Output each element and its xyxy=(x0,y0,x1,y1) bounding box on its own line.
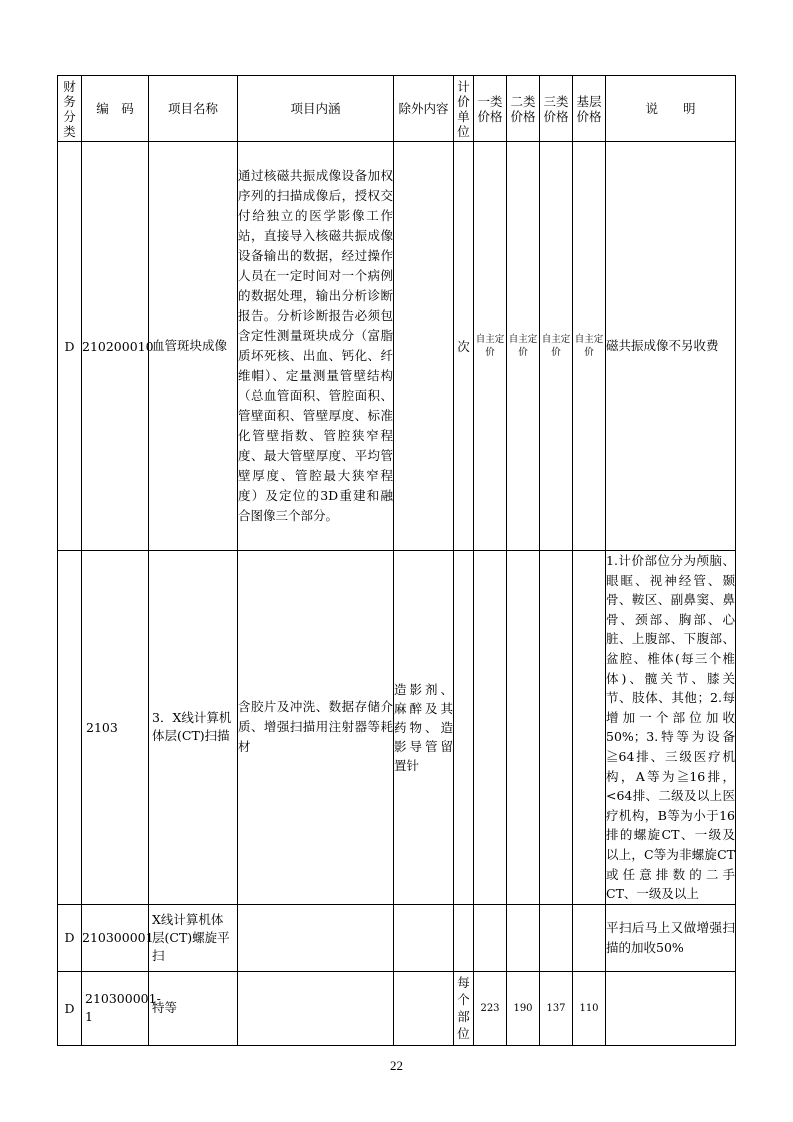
cell-name: X线计算机体层(CT)螺旋平扫 xyxy=(149,904,238,971)
cell-unit: 每个部位 xyxy=(454,971,474,1045)
cell-price1 xyxy=(474,551,507,905)
table-row xyxy=(58,142,736,551)
cell-price2 xyxy=(507,904,540,971)
header-price1: 一类价格 xyxy=(474,76,507,142)
cell-price2: 190 xyxy=(507,971,540,1045)
cell-name: 特等 xyxy=(149,971,238,1045)
cell-exclusions xyxy=(394,904,454,971)
cell-category xyxy=(58,551,82,905)
cell-content: 含胶片及冲洗、数据存储介质、增强扫描用注射器等耗材 xyxy=(238,551,394,905)
cell-code: 210300001-1 xyxy=(82,971,149,1045)
header-category: 财务分类 xyxy=(58,76,82,142)
cell-price-base: 110 xyxy=(573,971,606,1045)
cell-price3 xyxy=(540,904,573,971)
header-content: 项目内涵 xyxy=(238,76,394,142)
header-row xyxy=(58,76,736,142)
header-name: 项目名称 xyxy=(149,76,238,142)
cell-notes: 平扫后马上又做增强扫描的加收50% xyxy=(606,904,736,971)
cell-unit xyxy=(454,904,474,971)
cell-exclusions xyxy=(394,142,454,551)
cell-exclusions xyxy=(394,971,454,1045)
cell-category: D xyxy=(58,971,82,1045)
cell-code: 2103 xyxy=(82,551,149,905)
cell-exclusions: 造影剂、麻醉及其药物、造影导管留置针 xyxy=(394,551,454,905)
cell-code: 210300001 xyxy=(82,904,149,971)
table-row xyxy=(58,904,736,971)
cell-notes xyxy=(606,971,736,1045)
cell-price-base xyxy=(573,904,606,971)
cell-name: 3．X线计算机体层(CT)扫描 xyxy=(149,551,238,905)
table-row xyxy=(58,971,736,1045)
cell-price2: 自主定价 xyxy=(507,142,540,551)
cell-unit: 次 xyxy=(454,142,474,551)
cell-content: 通过核磁共振成像设备加权序列的扫描成像后，授权交付给独立的医学影像工作站，直接导入核磁共振成像设备输出的数据，经过操作人员在一定时间对一个病例的数据处理，输出分析诊断报告。分析诊断报告必须包含定性测量斑块成分（富脂质坏死核、出血、钙化、纤维帽）、定量测量管壁结构（总血管面积、管腔面积、管壁面积、管壁厚度、标准化管壁指数、管腔狭窄程度、最大管壁厚度、平均管壁厚度、管腔最大狭窄程度）及定位的3D重建和融合图像三个部分。 xyxy=(238,142,394,551)
cell-content xyxy=(238,904,394,971)
cell-price1 xyxy=(474,904,507,971)
cell-price3 xyxy=(540,551,573,905)
cell-notes: 1.计价部位分为颅脑、眼眶、视神经管、颞骨、鞍区、副鼻窦、鼻骨、颈部、胸部、心脏、上腹部、下腹部、盆腔、椎体(每三个椎体)、髋关节、膝关节、肢体、其他；2.每增加一个部位加收50%；3.特等为设备≧64排、三级医疗机构，A等为≧16排，<64排、二级及以上医疗机构，B等为小于16排的螺旋CT、一级及以上，C等为非螺旋CT或任意排数的二手CT、一级及以上 xyxy=(606,551,736,905)
cell-price2 xyxy=(507,551,540,905)
header-notes: 说 明 xyxy=(606,76,736,142)
table-row xyxy=(58,551,736,905)
cell-price-base xyxy=(573,551,606,905)
header-exclusions: 除外内容 xyxy=(394,76,454,142)
header-price2: 二类价格 xyxy=(507,76,540,142)
header-price-base: 基层价格 xyxy=(573,76,606,142)
cell-notes: 磁共振成像不另收费 xyxy=(606,142,736,551)
page-number: 22 xyxy=(390,1058,403,1073)
header-price3: 三类价格 xyxy=(540,76,573,142)
cell-price1: 223 xyxy=(474,971,507,1045)
cell-content xyxy=(238,971,394,1045)
cell-unit xyxy=(454,551,474,905)
cell-price1: 自主定价 xyxy=(474,142,507,551)
cell-price3: 137 xyxy=(540,971,573,1045)
header-unit: 计价单位 xyxy=(454,76,474,142)
cell-code: 210200010 xyxy=(82,142,149,551)
cell-category: D xyxy=(58,142,82,551)
header-code: 编 码 xyxy=(82,76,149,142)
cell-name: 血管斑块成像 xyxy=(149,142,238,551)
cell-price3: 自主定价 xyxy=(540,142,573,551)
cell-category: D xyxy=(58,904,82,971)
fee-schedule-table xyxy=(57,75,736,1046)
cell-price-base: 自主定价 xyxy=(573,142,606,551)
